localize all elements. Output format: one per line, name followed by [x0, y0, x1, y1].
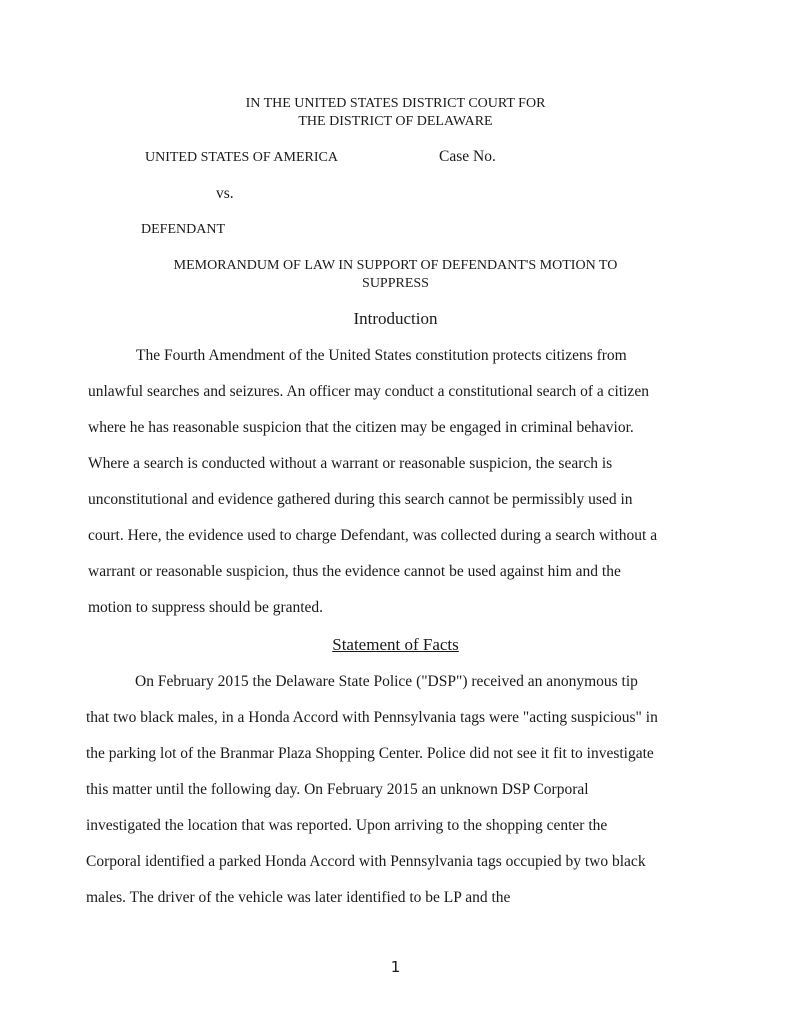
facts-line: Corporal identified a parked Honda Accord with Pennsylvania tags occupied by two black — [86, 853, 646, 870]
introduction-heading: Introduction — [353, 309, 438, 328]
document-title-line-2: SUPPRESS — [362, 276, 429, 291]
case-number-label: Case No. — [439, 148, 496, 165]
court-name-line-2: THE DISTRICT OF DELAWARE — [298, 114, 493, 129]
introduction-line: The Fourth Amendment of the United States constitution protects citizens from — [136, 347, 627, 364]
introduction-line: warrant or reasonable suspicion, thus the evidence cannot be used against him and the — [88, 563, 621, 580]
document-title-line-1: MEMORANDUM OF LAW IN SUPPORT OF DEFENDANT'S MOTION TO — [173, 258, 618, 273]
page-number: 1 — [390, 958, 401, 976]
introduction-line: Where a search is conducted without a warrant or reasonable suspicion, the search is — [88, 455, 613, 472]
statement-of-facts-heading: Statement of Facts — [332, 635, 459, 654]
introduction-line: unlawful searches and seizures. An officer may conduct a constitutional search of a citizen — [88, 383, 649, 400]
defendant-label: DEFENDANT — [141, 222, 225, 237]
introduction-line: where he has reasonable suspicion that the citizen may be engaged in criminal behavior. — [88, 419, 634, 436]
introduction-line: unconstitutional and evidence gathered during this search cannot be permissibly used in — [88, 491, 633, 508]
plaintiff-name: UNITED STATES OF AMERICA — [145, 150, 338, 165]
facts-line: investigated the location that was reported. Upon arriving to the shopping center the — [86, 817, 608, 834]
introduction-line: court. Here, the evidence used to charge Defendant, was collected during a search without a — [88, 527, 658, 544]
facts-line: males. The driver of the vehicle was later identified to be LP and the — [86, 889, 511, 906]
versus-label: vs. — [216, 185, 234, 202]
facts-line: On February 2015 the Delaware State Police ("DSP") received an anonymous tip — [135, 673, 638, 690]
facts-line: this matter until the following day. On February 2015 an unknown DSP Corporal — [86, 781, 589, 798]
facts-line: the parking lot of the Branmar Plaza Shopping Center. Police did not see it fit to investigate — [86, 745, 654, 762]
court-name-line-1: IN THE UNITED STATES DISTRICT COURT FOR — [245, 96, 546, 111]
introduction-line: motion to suppress should be granted. — [88, 599, 324, 616]
facts-line: that two black males, in a Honda Accord with Pennsylvania tags were "acting suspicious" in — [86, 709, 658, 726]
